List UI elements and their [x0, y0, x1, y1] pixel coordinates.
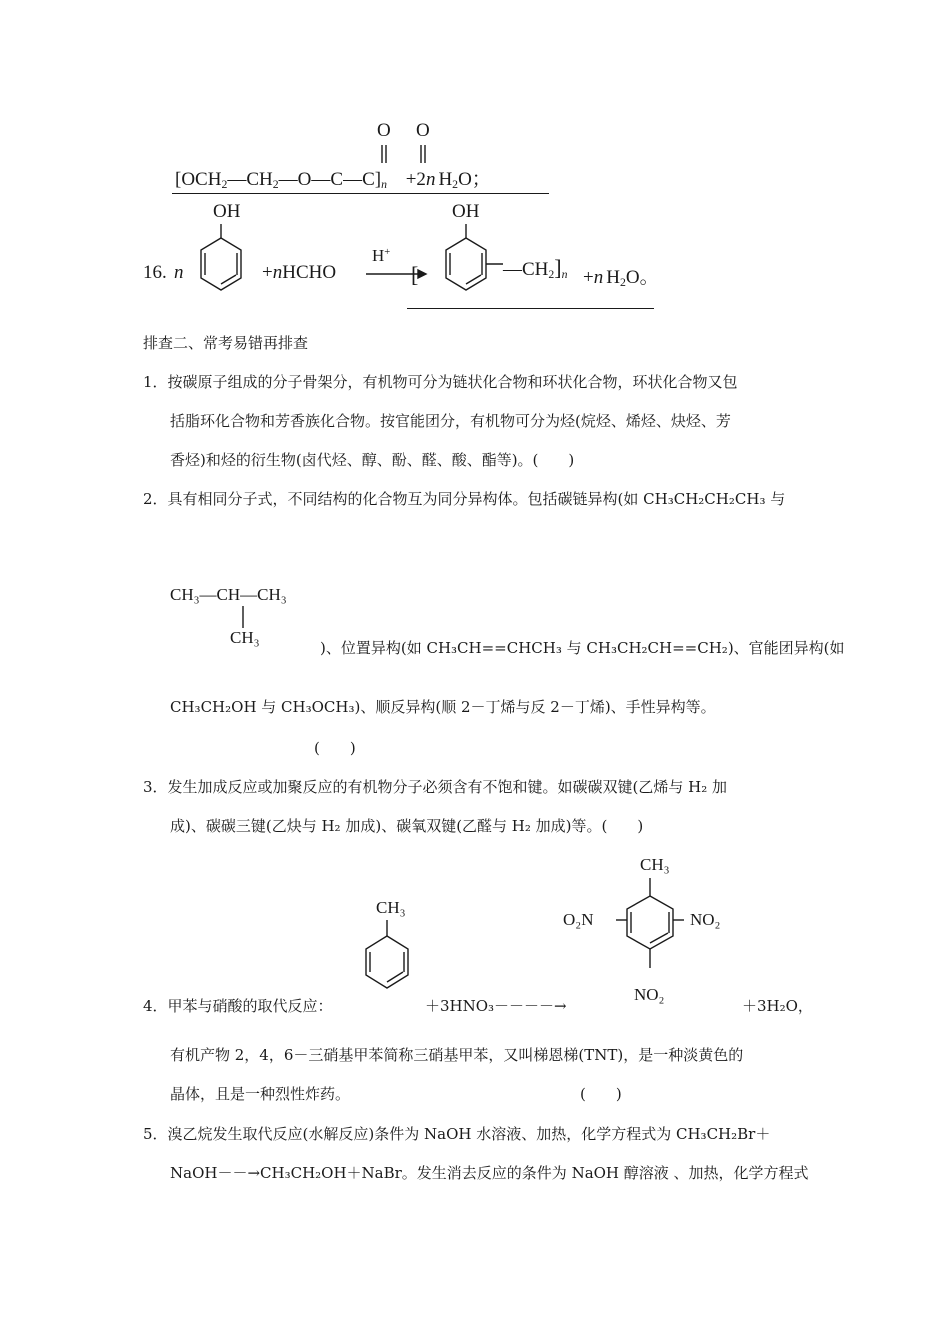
oxygen-label-1: O — [377, 120, 391, 141]
polyester-formula: $[OCH_2—CH_2—O—C—C]_n +2n$ $H_2O$； — [175, 169, 491, 191]
item-4-reagent: ＋3HNO₃－－－－→ — [425, 997, 567, 1015]
item-4-suffix: ＋3H₂O， — [742, 997, 813, 1015]
product-oh-label: OH — [452, 201, 480, 222]
phenol-oh-label: OH — [213, 201, 241, 222]
isobutane-structure-bottom: CH₃ — [230, 628, 260, 647]
item-2-line-3: CH₃CH₂OH 与 CH₃OCH₃)、顺反异构(顺 2－丁烯与反 2－丁烯)、手性异构等。 — [170, 698, 716, 716]
tnt-ch3-label: CH₃ — [640, 855, 670, 874]
item-1-line-1: 1．按碳原子组成的分子骨架分，有机物可分为链状化合物和环状化合物，环状化合物又包 — [143, 373, 738, 391]
phenol-ring — [196, 224, 256, 304]
item-3-line-1: 3．发生加成反应或加聚反应的有机物分子必须含有不饱和键。如碳碳双键(乙烯与 H₂ 加 — [143, 778, 728, 796]
underline-15 — [172, 193, 549, 194]
item-5-line-1: 5．溴乙烷发生取代反应(水解反应)条件为 NaOH 水溶液、加热，化学方程式为 CH₃CH₂Br＋ — [143, 1125, 771, 1143]
item-5-line-2: NaOH－－→CH₃CH₂OH＋NaBr。发生消去反应的条件为 NaOH 醇溶液 、加热，化学方程式 — [170, 1164, 809, 1182]
toluene-ch3-label: CH₃ — [376, 898, 406, 917]
tnt-bottom-nitro: NO₂ — [634, 985, 665, 1004]
methylene-bridge: $—CH_2]_n$ — [503, 255, 568, 281]
isobutane-structure-top: CH₃—CH—CH₃ — [170, 585, 287, 604]
item-number-16: 16. — [143, 262, 167, 283]
catalyst-label: H+ — [372, 246, 391, 265]
section-title: 排查二、常考易错再排查 — [143, 334, 309, 352]
chain-open-bracket: [ — [175, 169, 182, 190]
tnt-ring — [620, 878, 700, 978]
item-1-line-3: 香烃)和烃的衍生物(卤代烃、醇、酚、醛、酸、酯等)。( ) — [170, 451, 575, 469]
reagent-hcho: +nHCHO — [262, 262, 337, 283]
tnt-right-nitro: NO₂ — [690, 910, 721, 929]
polymer-open-bracket: [ — [411, 262, 419, 287]
tnt-left-nitro: O₂N — [563, 910, 594, 929]
item-4-line-2: 有机产物 2，4，6－三硝基甲苯简称三硝基甲苯，又叫梯恩梯(TNT)，是一种淡黄色的 — [170, 1046, 744, 1064]
item-2-line-2: )、位置异构(如 CH₃CH==CHCH₃ 与 CH₃CH₂CH==CH₂)、官能团异构(如 — [320, 639, 845, 657]
toluene-ring — [362, 920, 422, 1010]
item-1-line-2: 括脂环化合物和芳香族化合物。按官能团分，有机物可分为烃(烷烃、烯烃、炔烃、芳 — [170, 412, 731, 430]
item-4-answer-parens: ( ) — [580, 1085, 622, 1103]
underline-16 — [407, 308, 654, 309]
oxygen-label-2: O — [416, 120, 430, 141]
item-2-line-1: 2．具有相同分子式，不同结构的化合物互为同分异构体。包括碳链异构(如 CH₃CH₂CH₂CH₃ 与 — [143, 490, 786, 508]
carbon-2: C — [362, 169, 375, 190]
item-3-line-2: 成)、碳碳三键(乙炔与 H₂ 加成)、碳氧双键(乙醛与 H₂ 加成)等。( ) — [170, 817, 644, 835]
item-4-prefix: 4．甲苯与硝酸的取代反应： — [143, 997, 333, 1015]
water-product: +n $H_2O$。 — [583, 267, 659, 289]
item-2-answer-parens: ( ) — [314, 739, 356, 757]
item-4-line-3: 晶体，且是一种烈性炸药。 — [170, 1085, 351, 1103]
chain-close-bracket: ] — [374, 169, 382, 190]
carbon-1: C — [330, 169, 344, 190]
